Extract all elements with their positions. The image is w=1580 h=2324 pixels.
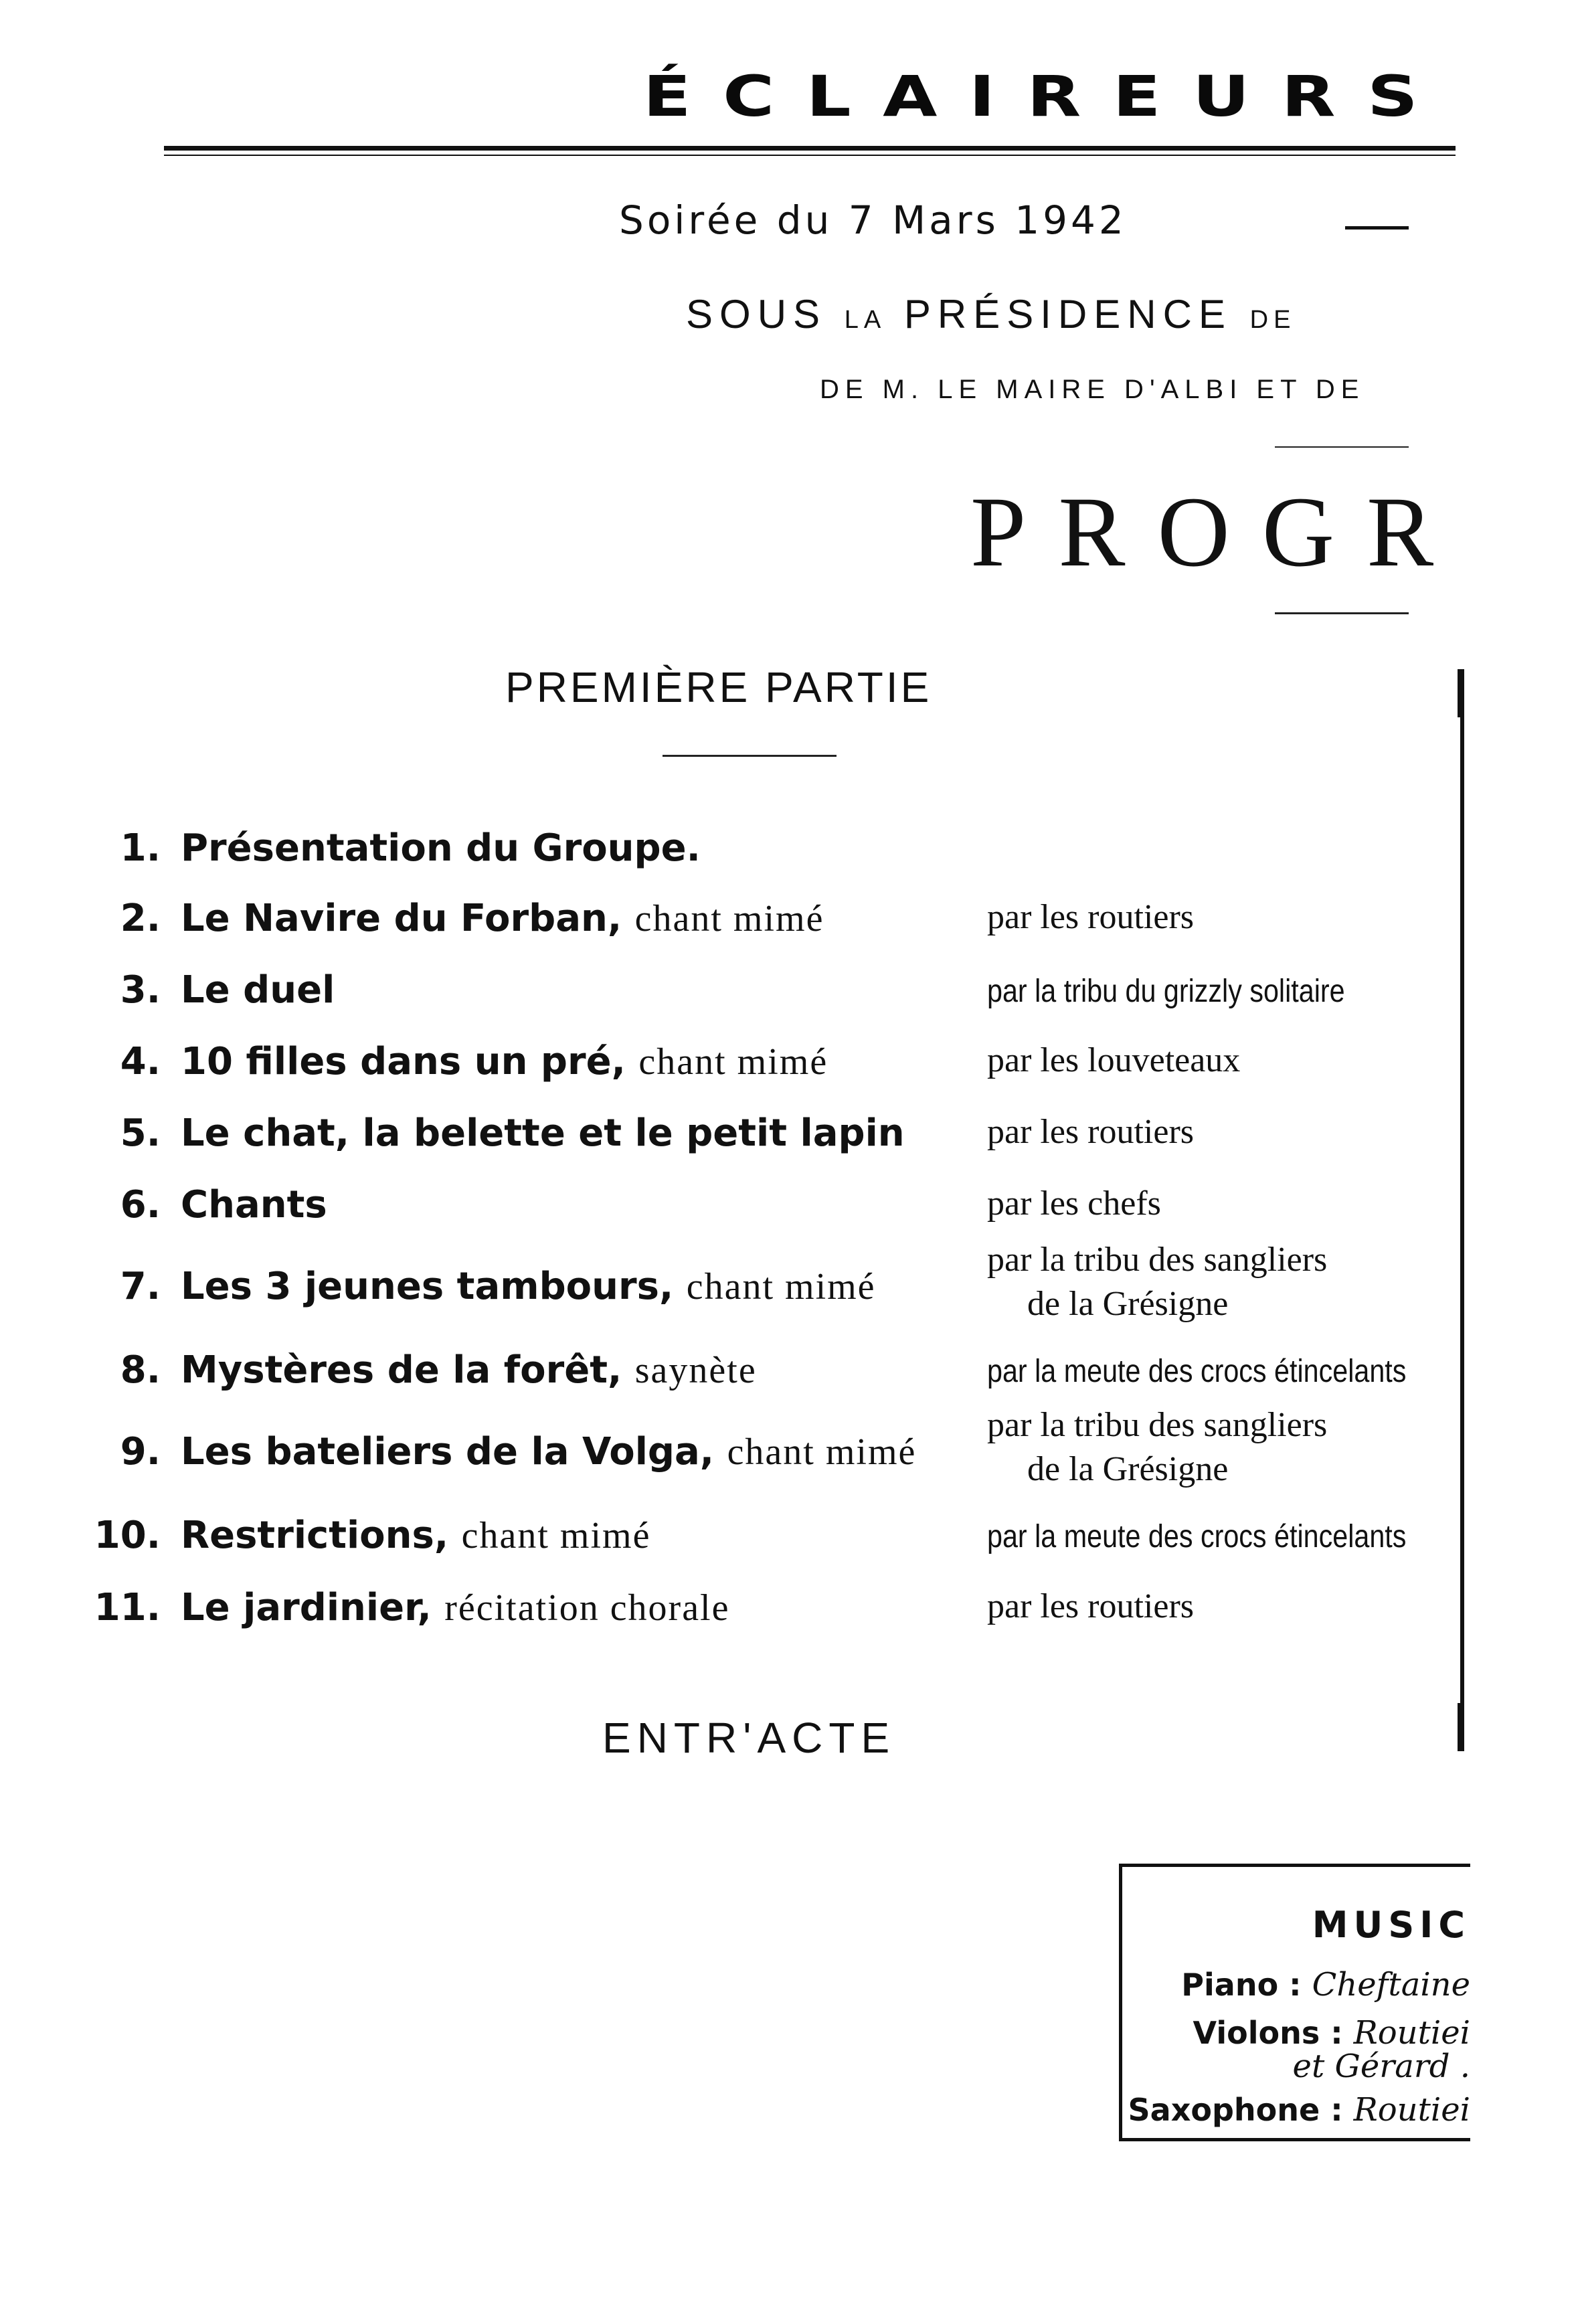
item-number: 1. — [120, 826, 161, 870]
music-label: Violons : — [1193, 2015, 1343, 2051]
item-title — [181, 1586, 729, 1629]
music-name: Routiei — [1353, 2091, 1470, 2129]
presidence-la: LA — [844, 306, 887, 334]
music-line-piano — [1181, 1966, 1470, 2003]
music-line-violons-2 — [1293, 2048, 1470, 2085]
part-title-rule — [663, 755, 837, 757]
right-border-mark-top — [1458, 669, 1464, 717]
music-label: Piano : — [1181, 1967, 1302, 2003]
item-performer: par les louveteaux — [987, 1041, 1241, 1079]
presidence-de: DE — [1249, 306, 1296, 334]
item-number: 2. — [120, 897, 161, 940]
item-performer: par la meute des crocs étincelants — [987, 1519, 1407, 1554]
item-title: Présentation du Groupe. — [181, 826, 701, 870]
event-date: Soirée du 7 Mars 1942 — [619, 197, 1127, 243]
presidence-line — [686, 291, 1296, 337]
item-title — [181, 1430, 916, 1473]
item-title — [181, 1265, 876, 1308]
header-rule-thin — [164, 155, 1456, 156]
item-desc: chant mimé — [638, 1041, 828, 1083]
date-dash — [1345, 226, 1409, 230]
item-title-text: Le jardinier, — [181, 1586, 432, 1629]
music-label: Saxophone : — [1128, 2092, 1343, 2128]
item-number: 8. — [120, 1348, 161, 1392]
item-number: 4. — [120, 1040, 161, 1083]
item-title-text: Le Navire du Forban, — [181, 897, 622, 940]
item-performer: par la tribu du grizzly solitaire — [987, 974, 1345, 1009]
item-desc: chant mimé — [634, 898, 824, 940]
item-title — [181, 1348, 757, 1392]
presidence-main: PRÉSIDENCE — [903, 292, 1232, 337]
entracte-heading: ENTR'ACTE — [602, 1714, 896, 1762]
item-performer — [987, 1238, 1327, 1326]
music-name: et Gérard . — [1292, 2048, 1470, 2085]
item-performer: par les routiers — [987, 898, 1195, 936]
item-title-text: Les 3 jeunes tambours, — [181, 1265, 674, 1308]
item-performer: par les routiers — [987, 1587, 1195, 1625]
performer-line-2: de la Grésigne — [1027, 1450, 1229, 1488]
item-desc: chant mimé — [727, 1431, 917, 1473]
item-title: Chants — [181, 1183, 327, 1227]
item-title-text: Mystères de la forêt, — [181, 1348, 622, 1392]
performer-line-1: par la tribu des sangliers — [987, 1241, 1328, 1279]
music-name: Cheftaine — [1312, 1966, 1470, 2003]
presidence-sous: SOUS — [686, 292, 827, 337]
item-desc: saynète — [634, 1350, 757, 1391]
programme-rule-top — [1275, 446, 1409, 448]
item-performer: par la meute des crocs étincelants — [987, 1354, 1407, 1389]
item-number: 6. — [120, 1183, 161, 1227]
right-border-line — [1460, 669, 1464, 1713]
item-number: 3. — [120, 968, 161, 1012]
music-line-violons — [1193, 2014, 1470, 2052]
item-number: 11. — [94, 1586, 161, 1629]
item-title: Le chat, la belette et le petit lapin — [181, 1111, 905, 1155]
item-desc: chant mimé — [686, 1266, 876, 1308]
item-title-text: 10 filles dans un pré, — [181, 1040, 626, 1083]
right-border-mark-bottom — [1458, 1703, 1464, 1751]
item-number: 10. — [94, 1514, 161, 1557]
part-title: PREMIÈRE PARTIE — [505, 663, 932, 711]
music-line-saxophone — [1128, 2091, 1470, 2129]
performer-line-1: par la tribu des sangliers — [987, 1406, 1328, 1444]
item-title: Le duel — [181, 968, 335, 1012]
maire-line: DE M. LE MAIRE D'ALBI ET DE — [820, 375, 1365, 404]
programme-rule-bottom — [1275, 612, 1409, 614]
music-title: MUSIC — [1312, 1904, 1470, 1946]
item-number: 5. — [120, 1111, 161, 1155]
item-title-text: Restrictions, — [181, 1514, 449, 1557]
music-name: Routiei — [1353, 2014, 1470, 2052]
header-title: ÉCLAIREURS — [642, 64, 1450, 129]
item-desc: chant mimé — [461, 1515, 651, 1556]
programme-title: PROGR — [970, 476, 1466, 588]
item-desc: récitation chorale — [444, 1587, 730, 1629]
item-performer — [987, 1403, 1327, 1492]
header-rule-thick — [164, 146, 1456, 151]
item-performer: par les routiers — [987, 1113, 1195, 1151]
item-title — [181, 1514, 650, 1557]
item-title — [181, 897, 824, 940]
performer-line-2: de la Grésigne — [1027, 1285, 1229, 1323]
music-box — [1119, 1864, 1470, 2141]
item-title — [181, 1040, 828, 1083]
item-number: 9. — [120, 1430, 161, 1473]
item-number: 7. — [120, 1265, 161, 1308]
item-title-text: Les bateliers de la Volga, — [181, 1430, 715, 1473]
item-performer: par les chefs — [987, 1184, 1161, 1223]
